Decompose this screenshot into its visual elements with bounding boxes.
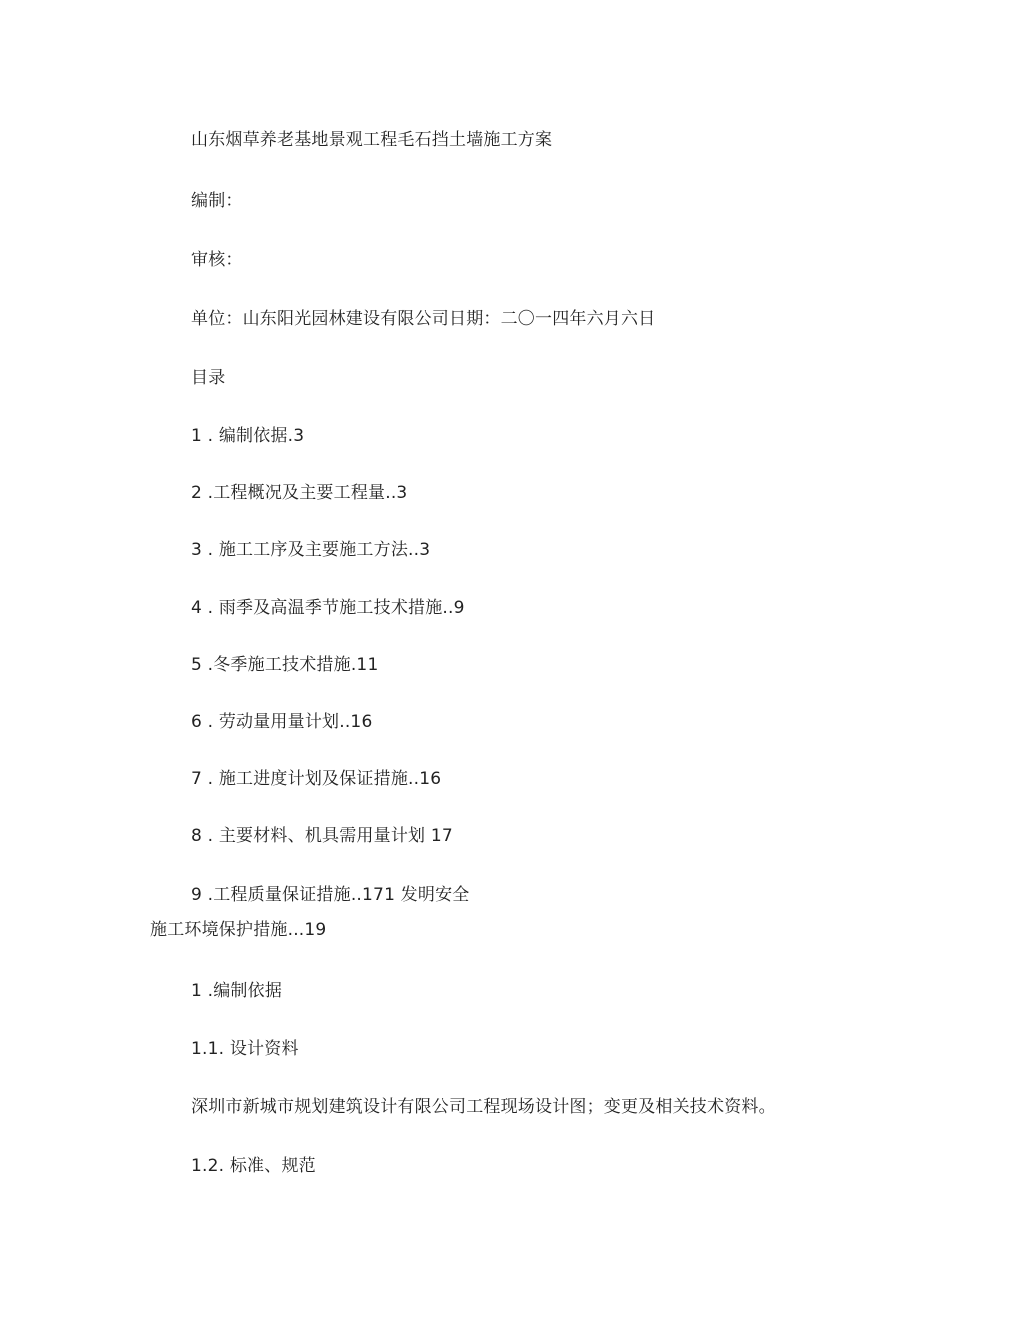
toc-item: 1 . 编制依据.3 <box>191 426 305 446</box>
compiled-by-label: 编制： <box>191 191 243 211</box>
toc-item: 8 . 主要材料、机具需用量计划 17 <box>191 826 453 846</box>
toc-item: 3 . 施工工序及主要施工方法..3 <box>191 540 431 560</box>
reviewed-by-label: 审核： <box>191 250 243 270</box>
toc-item-continued: 施工环境保护措施...19 <box>150 920 327 940</box>
section-heading: 1 .编制依据 <box>191 981 283 1001</box>
toc-item: 5 .冬季施工技术措施.11 <box>191 655 379 675</box>
body-paragraph: 深圳市新城市规划建筑设计有限公司工程现场设计图；变更及相关技术资料。 <box>191 1097 776 1117</box>
toc-item: 9 .工程质量保证措施..171 发明安全 <box>191 885 470 905</box>
toc-item: 2 .工程概况及主要工程量..3 <box>191 483 408 503</box>
toc-item: 4 . 雨季及高温季节施工技术措施..9 <box>191 598 465 618</box>
subsection-heading: 1.1. 设计资料 <box>191 1039 299 1059</box>
subsection-heading: 1.2. 标准、规范 <box>191 1156 316 1176</box>
unit-date-line: 单位：山东阳光园林建设有限公司日期：二〇一四年六月六日 <box>191 309 656 329</box>
document-title: 山东烟草养老基地景观工程毛石挡土墙施工方案 <box>191 130 553 150</box>
toc-item: 7 . 施工进度计划及保证措施..16 <box>191 769 442 789</box>
toc-item: 6 . 劳动量用量计划..16 <box>191 712 373 732</box>
toc-heading: 目录 <box>191 368 226 388</box>
